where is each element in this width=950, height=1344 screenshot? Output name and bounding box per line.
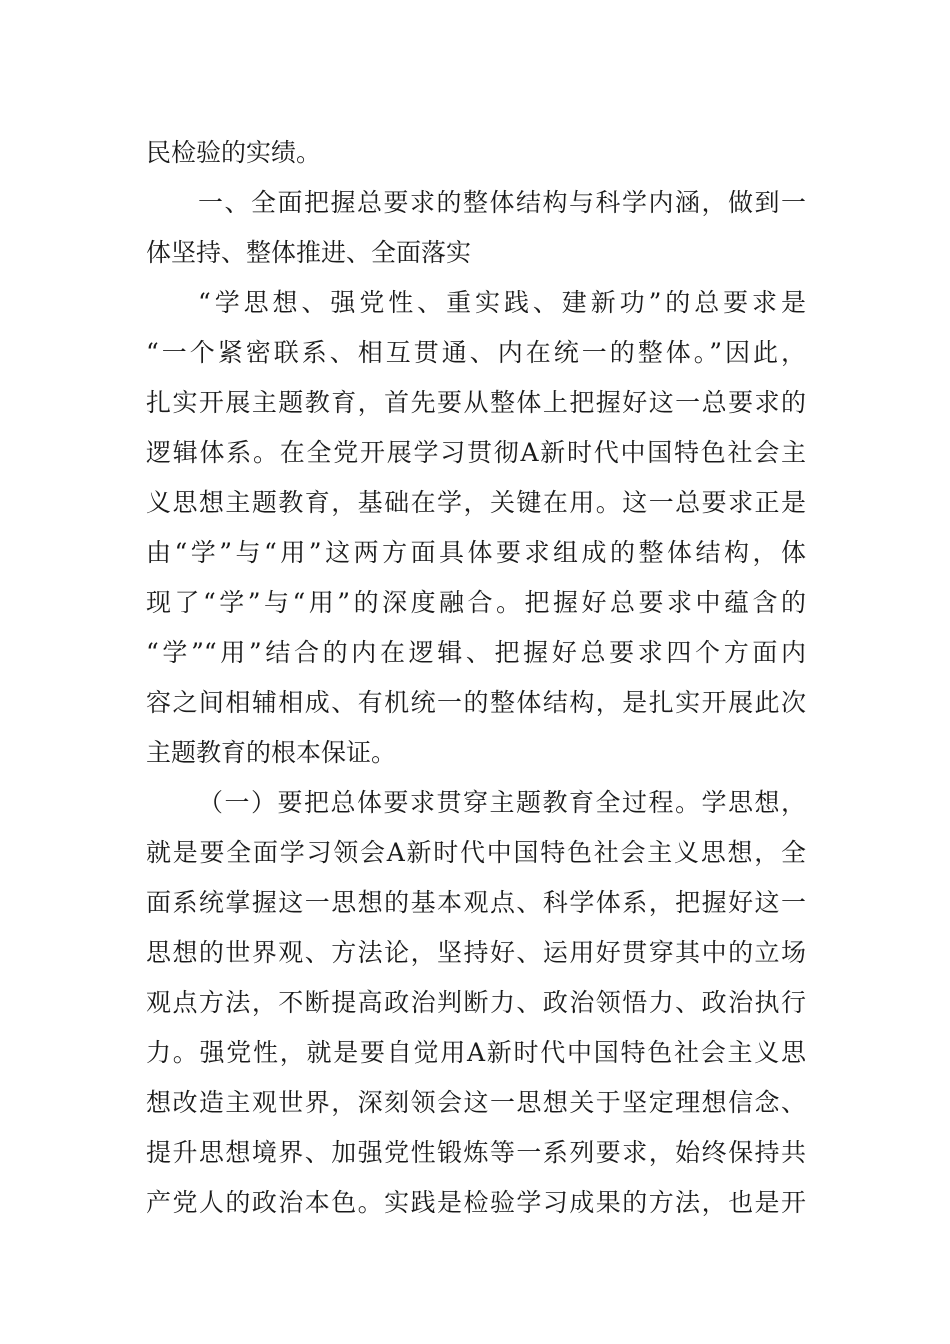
text-line: 民检验的实绩。 [146, 138, 322, 167]
text-line: 逻辑体系。在全党开展学习贯彻A新时代中国特色社会主 [146, 438, 806, 467]
text-line: 容之间相辅相成、有机统一的整体结构，是扎实开展此次 [146, 688, 806, 717]
body-paragraph [146, 278, 806, 778]
text-line: 扎实开展主题教育，首先要从整体上把握好这一总要求的 [146, 388, 806, 417]
text-line: 一、全面把握总要求的整体结构与科学内涵，做到一 [198, 188, 806, 217]
text-line: （一）要把总体要求贯穿主题教育全过程。学思想， [198, 788, 806, 817]
text-line: 产党人的政治本色。实践是检验学习成果的方法，也是开 [146, 1188, 806, 1217]
body-paragraph [146, 778, 806, 1228]
text-line: 面系统掌握这一思想的基本观点、科学体系，把握好这一 [146, 888, 806, 917]
text-line: “一个紧密联系、相互贯通、内在统一的整体。”因此， [146, 338, 806, 367]
text-line: “学”“用”结合的内在逻辑、把握好总要求四个方面内 [146, 638, 806, 667]
text-line: 思想的世界观、方法论，坚持好、运用好贯穿其中的立场 [146, 938, 806, 967]
document-page [146, 128, 806, 1228]
text-line: 义思想主题教育，基础在学，关键在用。这一总要求正是 [146, 488, 806, 517]
text-line: 就是要全面学习领会A新时代中国特色社会主义思想，全 [146, 838, 806, 867]
text-line: 观点方法，不断提高政治判断力、政治领悟力、政治执行 [146, 988, 806, 1017]
text-line: 提升思想境界、加强党性锻炼等一系列要求，始终保持共 [146, 1138, 806, 1167]
paragraph-continuation [146, 128, 806, 178]
text-line: 力。强党性，就是要自觉用A新时代中国特色社会主义思 [146, 1038, 806, 1067]
section-heading [146, 178, 806, 278]
text-line: 想改造主观世界，深刻领会这一思想关于坚定理想信念、 [146, 1088, 806, 1117]
text-line: 体坚持、整体推进、全面落实 [146, 238, 472, 267]
text-line: “学思想、强党性、重实践、建新功”的总要求是 [198, 288, 806, 317]
text-line: 由“学”与“用”这两方面具体要求组成的整体结构，体 [146, 538, 806, 567]
text-line: 现了“学”与“用”的深度融合。把握好总要求中蕴含的 [146, 588, 806, 617]
text-line: 主题教育的根本保证。 [146, 738, 397, 767]
